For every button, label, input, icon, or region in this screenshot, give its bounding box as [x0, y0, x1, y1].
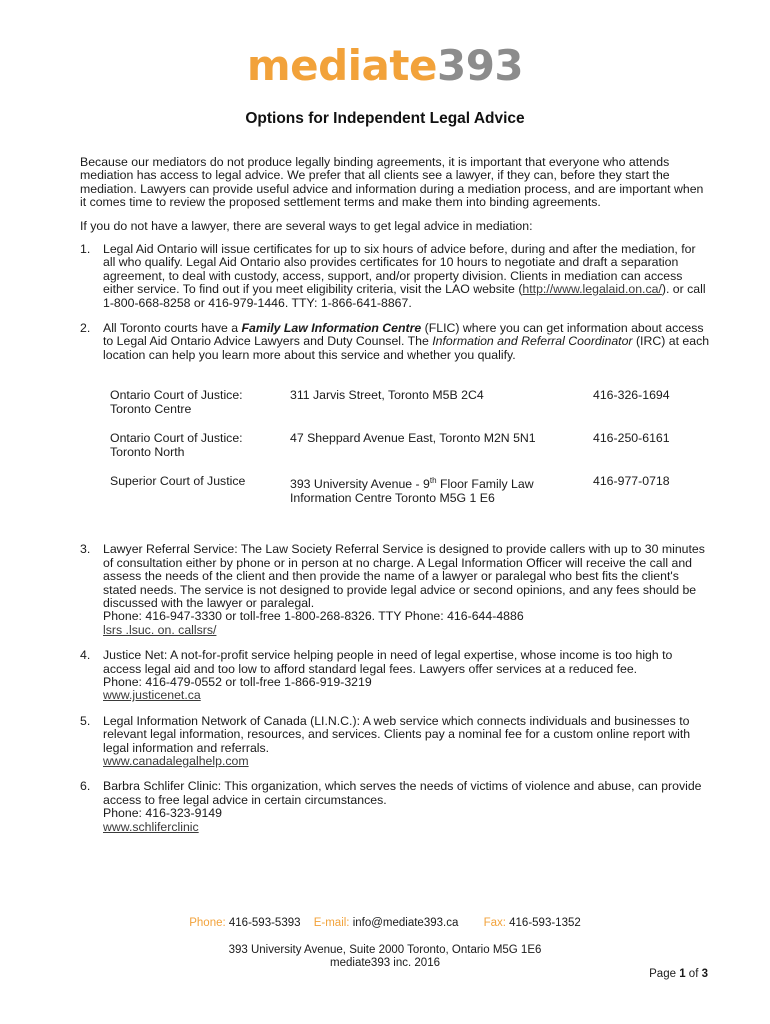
court-address: 393 University Avenue - 9th Floor Family Law Information Centre Toronto M5G 1 E6 — [290, 476, 534, 506]
page-number: Page 1 of 3 — [649, 968, 708, 980]
option-text: Lawyer Referral Service: The Law Society Referral Service is designed to provide callers with up to 30 minutes of consultation either by phone or in person at no charge. A Legal Information Officer will receive the call and assess the needs of the client and then provide the name of a lawyer or paralegal who best fits the client's stated needs. The service is not designed to provide legal advice or second opinions, and any fees should be discussed with the lawyer or paralegal. — [103, 542, 705, 610]
list-item — [80, 780, 710, 834]
footer-phone: 416-593-5393 — [228, 917, 301, 929]
list-item — [80, 649, 710, 703]
court-name: Ontario Court of Justice: Toronto North — [110, 431, 243, 460]
logo-number: 393 — [436, 41, 524, 90]
list-number: 6. — [80, 779, 91, 794]
list-item — [80, 243, 710, 310]
list-number: 3. — [80, 542, 91, 557]
logo-word: mediate — [246, 41, 437, 90]
list-number: 4. — [80, 648, 91, 663]
court-address: 47 Sheppard Avenue East, Toronto M2N 5N1 — [290, 431, 536, 446]
options-list — [80, 243, 710, 834]
document-body — [80, 156, 710, 846]
court-name: Superior Court of Justice — [110, 474, 246, 489]
page-title: Options for Independent Legal Advice — [245, 110, 525, 127]
option-phone: Phone: 416-323-9149 — [103, 806, 222, 821]
option-text: Legal Information Network of Canada (LI.N.C.): A web service which connects individuals and businesses to relevant legal information, resources, and services. Clients pay a nominal fee for a custom online report with legal information and referrals. — [103, 713, 691, 755]
footer-fax-label: Fax: — [483, 917, 506, 929]
list-number: 5. — [80, 713, 91, 728]
list-number: 1. — [80, 242, 91, 257]
option-text: (FLIC) where you can get information about access to Legal Aid Ontario Advice Lawyers and Duty Counsel. The — [103, 321, 704, 349]
court-phone: 416-326-1694 — [593, 388, 670, 403]
option-text: Barbra Schlifer Clinic: This organization, which serves the needs of victims of violence and abuse, can provide access to free legal advice in certain circumstances. — [103, 779, 702, 807]
option-text: Legal Aid Ontario will issue certificates for up to six hours of advice before, during and after the mediation, for all who qualify. Legal Aid Ontario also provides certificates for 10 hours to negotiate and draft a separation agreement, to deal with custody, access, support, and/or property division. Clients in mediation can access either service. To find out if you meet eligibility criteria, visit the LAO website ( — [103, 242, 696, 297]
canadalegalhelp-link[interactable]: www.canadalegalhelp.com — [103, 754, 249, 769]
list-item — [80, 715, 710, 769]
lao-website-link[interactable]: http://www.legalaid.on.ca/ — [522, 282, 662, 297]
lsrs-link[interactable]: lsrs .lsuc. on. callsrs/ — [103, 622, 217, 637]
court-phone: 416-977-0718 — [593, 474, 670, 489]
table-row — [110, 474, 693, 505]
logo — [0, 42, 770, 90]
option-phone: Phone: 416-479-0552 or toll-free 1-866-919-3219 — [103, 675, 372, 690]
footer-copyright: mediate393 inc. 2016 — [330, 957, 440, 969]
footer-phone-label: Phone: — [189, 917, 226, 929]
footer-contact — [0, 917, 770, 929]
justicenet-link[interactable]: www.justicenet.ca — [103, 688, 201, 703]
table-row — [110, 431, 693, 474]
option-text: All Toronto courts have a — [103, 321, 242, 336]
footer-email: info@mediate393.ca — [352, 917, 459, 929]
irc-emphasis: Information and Referral Coordinator — [432, 334, 633, 349]
footer-fax: 416-593-1352 — [509, 917, 581, 929]
court-address: 311 Jarvis Street, Toronto M5B 2C4 — [290, 388, 484, 403]
list-item — [80, 322, 710, 505]
option-text: (IRC) at each location can help you learn more about this service and whether you qualify. — [103, 334, 710, 362]
option-phone: Phone: 416-947-3330 or toll-free 1-800-268-8326. TTY Phone: 416-644-4886 — [103, 609, 524, 624]
footer-email-label: E-mail: — [313, 917, 350, 929]
list-item — [80, 543, 710, 637]
intro-paragraph: Because our mediators do not produce legally binding agreements, it is important that everyone who attends mediation has access to legal advice. We prefer that all clients see a lawyer, if they can, before they start the mediation. Lawyers can provide useful advice and information during a mediation process, and are important when it comes time to review the proposed settlement terms and make them into binding agreements. — [80, 155, 704, 210]
court-name: Ontario Court of Justice: Toronto Centre — [110, 388, 243, 417]
courts-table — [110, 388, 693, 505]
schliferclinic-link[interactable]: www.schliferclinic — [103, 819, 199, 834]
footer-address: 393 University Avenue, Suite 2000 Toronto, Ontario M5G 1E6 — [228, 944, 542, 956]
table-row — [110, 388, 693, 431]
option-text: ). or call 1-800-668-8258 or 416-979-1446. TTY: 1-866-641-8867. — [103, 282, 706, 310]
footer-address-block — [0, 944, 770, 970]
court-phone: 416-250-6161 — [593, 431, 670, 446]
list-number: 2. — [80, 321, 91, 336]
flic-emphasis: Family Law Information Centre — [241, 321, 422, 336]
no-lawyer-paragraph: If you do not have a lawyer, there are several ways to get legal advice in mediation: — [80, 218, 533, 233]
option-text: Justice Net: A not-for-profit service helping people in need of legal expertise, whose income is too high to access legal aid and too low to afford standard legal fees. Lawyers offer services at a reduced fee. — [103, 648, 673, 676]
